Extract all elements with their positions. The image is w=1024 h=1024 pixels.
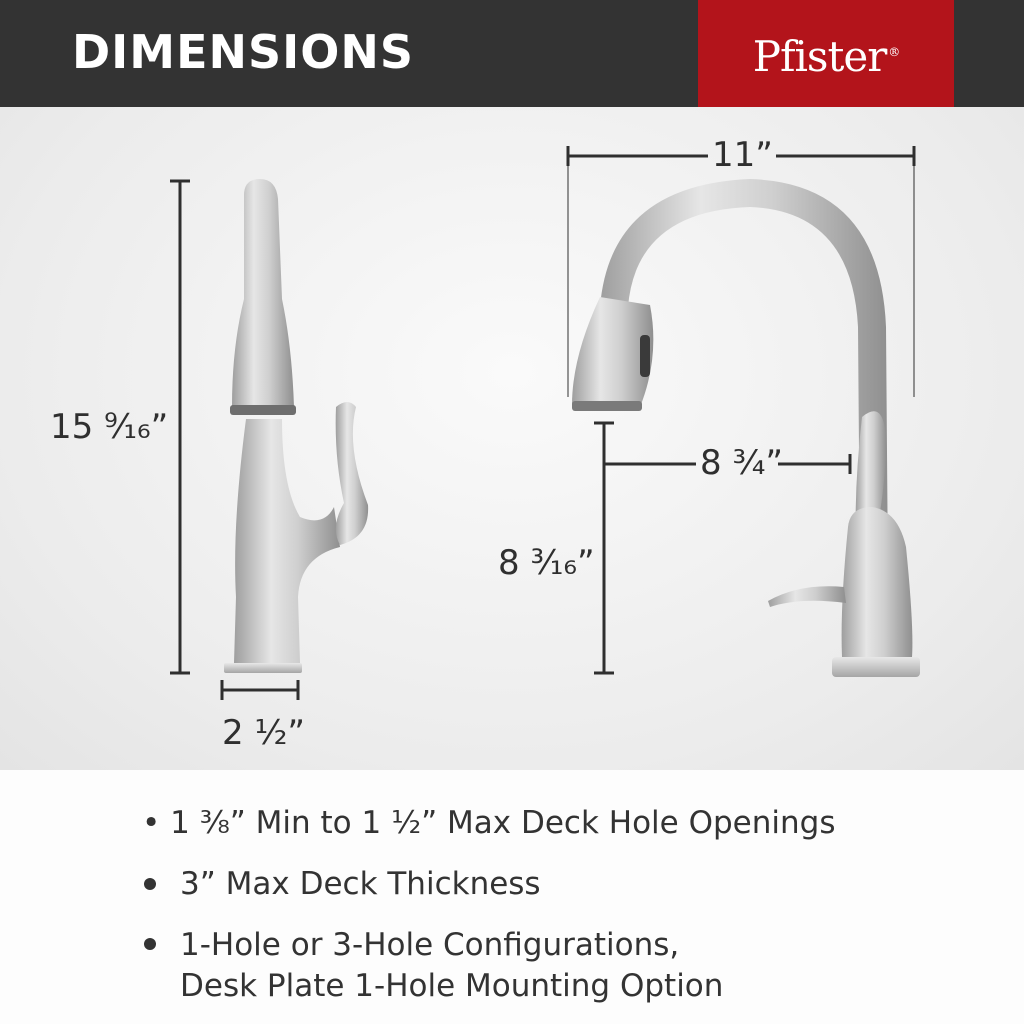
front-spray-face — [572, 401, 642, 411]
dimension-diagram — [0, 107, 1024, 770]
front-base-ring — [832, 657, 920, 677]
note-deck-hole: • 1 ³⁄₈” Min to 1 ½” Max Deck Hole Openings — [142, 805, 836, 841]
note-bullet — [144, 878, 156, 890]
note-mounting-option: Desk Plate 1-Hole Mounting Option — [180, 968, 724, 1004]
header-bar — [0, 0, 1024, 107]
brand-logo-box — [698, 0, 954, 107]
side-spray-head — [232, 179, 294, 407]
front-soap-lever — [768, 586, 846, 607]
side-base-ring — [224, 663, 302, 673]
brand-logo — [698, 22, 954, 87]
dim-spout-height-label: 8 ³⁄₁₆” — [498, 543, 595, 583]
page-title: DIMENSIONS — [72, 25, 414, 79]
dim-overall-height-label: 15 ⁹⁄₁₆” — [50, 407, 169, 447]
faucet-side-view — [224, 179, 368, 673]
note-deck-thickness: 3” Max Deck Thickness — [180, 866, 541, 902]
registered-mark: ® — [888, 45, 900, 59]
note-bullet — [144, 938, 156, 950]
front-body — [842, 507, 913, 657]
faucet-front-view — [572, 179, 920, 677]
dim-reach-top-label: 11” — [712, 135, 773, 175]
side-body — [234, 419, 340, 663]
front-spray-button — [640, 335, 650, 377]
side-handle — [336, 402, 368, 545]
installation-notes — [0, 770, 1024, 1024]
brand-name: Pfister — [752, 32, 887, 81]
side-spray-face — [230, 405, 296, 415]
dim-base-width-label: 2 ½” — [222, 713, 306, 753]
note-configurations: 1-Hole or 3-Hole Configurations, — [180, 927, 680, 963]
dim-reach-label: 8 ¾” — [700, 443, 784, 483]
